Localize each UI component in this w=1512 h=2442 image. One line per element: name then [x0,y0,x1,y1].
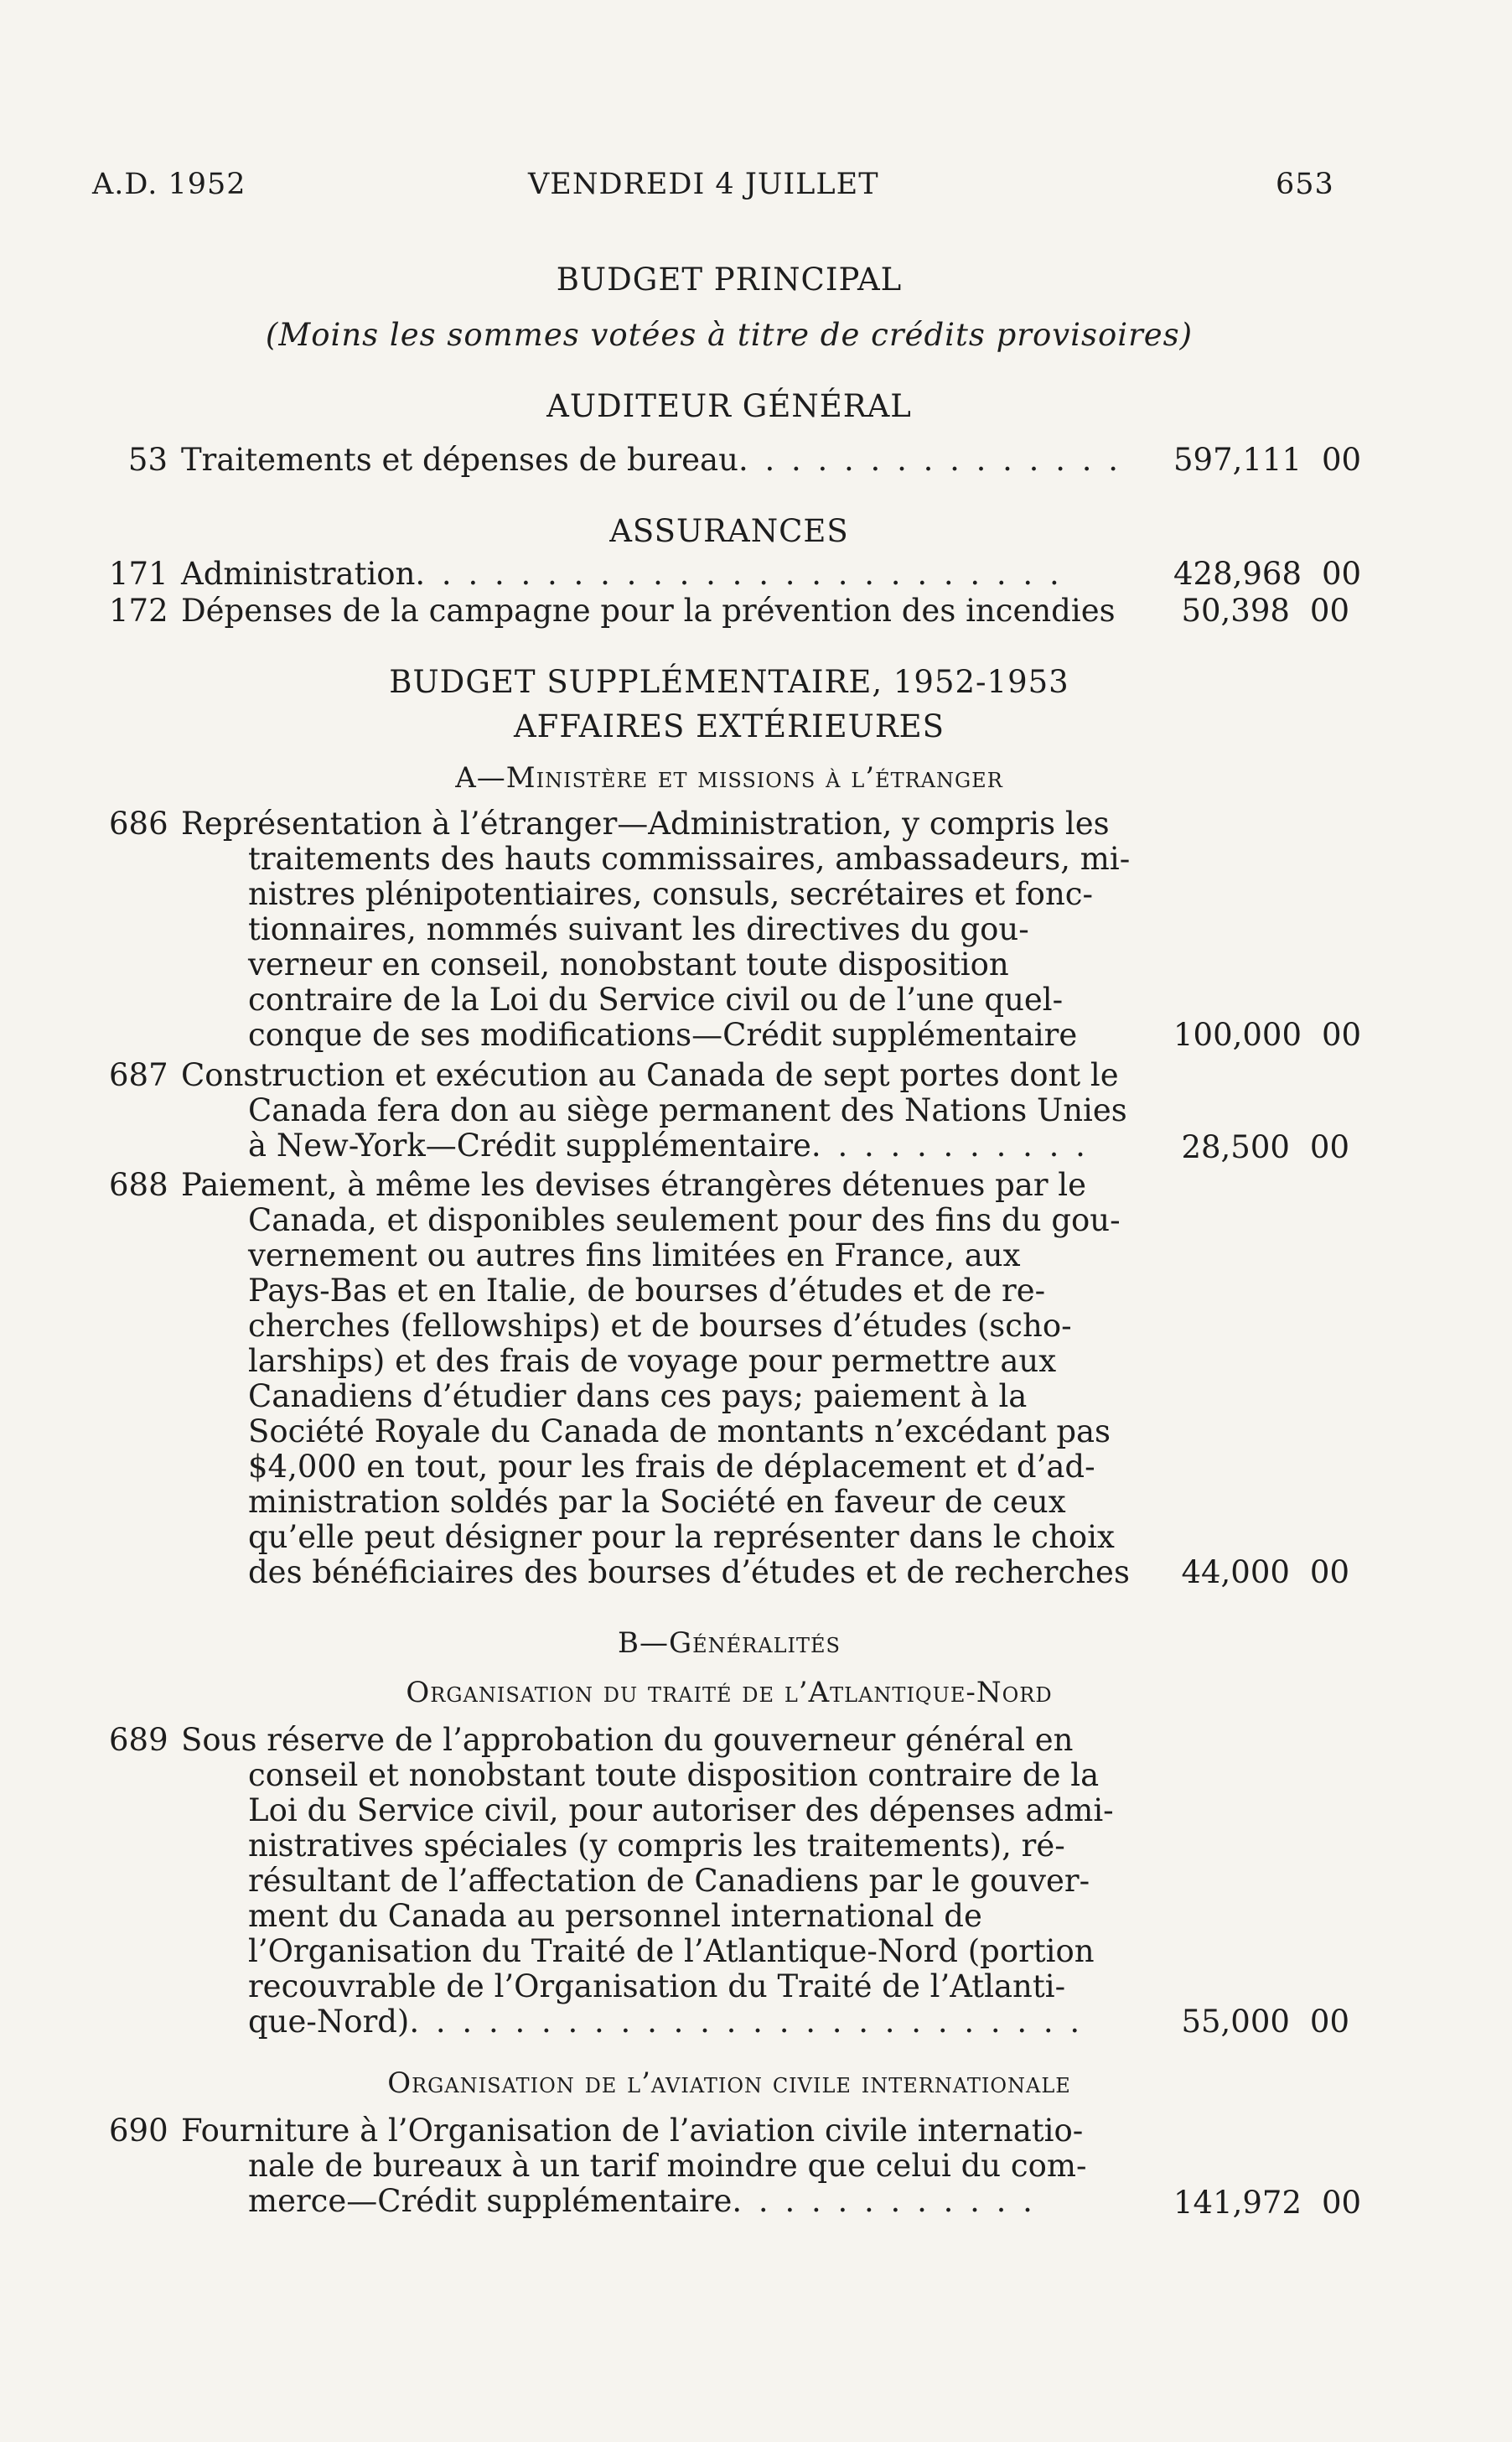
vote-amount: 28,500 00 [1181,1129,1349,1165]
heading-assurances: ASSURANCES [609,513,849,549]
vote-amount: 597,111 00 [1173,442,1362,478]
vote-number: 172 [109,593,168,629]
vote-number: 690 [109,2113,168,2149]
vote-amount: 100,000 00 [1173,1017,1362,1053]
vote-description: Traitements et dépenses de bureau. . . . . . . . . . . . . . . [181,442,1122,478]
vote-amount: 428,968 00 [1173,556,1362,592]
heading-auditeur-general: AUDITEUR GÉNÉRAL [546,388,912,424]
vote-number: 688 [109,1167,168,1203]
heading-oaci: Organisation de l’aviation civile internationale [387,2066,1071,2100]
vote-amount: 55,000 00 [1181,2004,1349,2040]
running-header [0,168,1512,210]
vote-description: Paiement, à même les devises étrangères détenues par le Canada, et disponibles seulement pour des fins du gou- vernement ou autres fins limitées en France, aux Pays-Bas et en Italie, de bourses d’études et de re- cherches (fellowships) et de bourses d’études (scho- larships) et des frais de voyage pour permettre aux Canadiens d’étudier dans ces pays; paiement à la Société Royale du Canada de montants n’excédant pas $4,000 en tout, pour les frais de déplacement et d’ad- ministration soldés par la Société en faveur de ceux qu’elle peut désigner pour la représenter dans le choix des bénéficiaires des bourses d’études et de recherches [181,1167,1130,1590]
vote-amount: 141,972 00 [1173,2185,1362,2221]
vote-description: Représentation à l’étranger—Administration, y compris les traitements des hauts commissaires, ambassadeurs, mi- nistres plénipotentiaires, consuls, secrétaires et fonc- tionnaires, nommés suivant les directives du gou- verneur en conseil, nonobstant toute disposition contraire de la Loi du Service civil ou de l’une quel- conque de ses modifications—Crédit supplémentaire [181,806,1131,1053]
vote-number: 689 [109,1722,168,1758]
vote-description: Dépenses de la campagne pour la prévention des incendies [181,593,1116,629]
heading-affaires-exterieures: AFFAIRES EXTÉRIEURES [513,708,945,744]
vote-number: 687 [109,1057,168,1093]
heading-otan: Organisation du traité de l’Atlantique-Nord [406,1676,1053,1709]
vote-amount: 44,000 00 [1181,1554,1349,1590]
vote-number: 53 [127,442,168,478]
vote-description: Construction et exécution au Canada de sept portes dont le Canada fera don au siège permanent des Nations Unies à New-York—Crédit supplémentaire. . . . . . . . . . . [181,1057,1127,1164]
heading-budget-supplementaire: BUDGET SUPPLÉMENTAIRE, 1952-1953 [389,664,1069,700]
vote-description: Administration. . . . . . . . . . . . . . . . . . . . . . . . . [181,556,1063,592]
vote-description: Fourniture à l’Organisation de l’aviation civile internatio- nale de bureaux à un tarif moindre que celui du com- merce—Crédit supplémentaire. . . . . . . . . . . . [181,2113,1087,2219]
header-date: VENDREDI 4 JUILLET [528,168,879,201]
vote-amount: 50,398 00 [1181,593,1349,629]
vote-number: 171 [109,556,168,592]
vote-description: Sous réserve de l’approbation du gouverneur général en conseil et nonobstant toute disposition contraire de la Loi du Service civil, pour autoriser des dépenses admi- nistratives spéciales (y compris les traitements), ré- résultant de l’affectation de Canadiens par le gouver- ment du Canada au personnel international de l’Organisation du Traité de l’Atlantique-Nord (portion recouvrable de l’Organisation du Traité de l’Atlanti- que-Nord). . . . . . . . . . . . . . . . . . . . . . . . . . [181,1722,1114,2040]
header-year: A.D. 1952 [92,168,246,201]
subheading-budget-principal: (Moins les sommes votées à titre de crédits provisoires) [265,317,1194,353]
heading-budget-principal: BUDGET PRINCIPAL [556,262,903,298]
heading-ministere: A—Ministère et missions à l’étranger [455,761,1003,795]
vote-number: 686 [109,806,168,842]
page-number: 653 [1276,168,1334,201]
heading-generalites: B—Généralités [618,1626,841,1660]
